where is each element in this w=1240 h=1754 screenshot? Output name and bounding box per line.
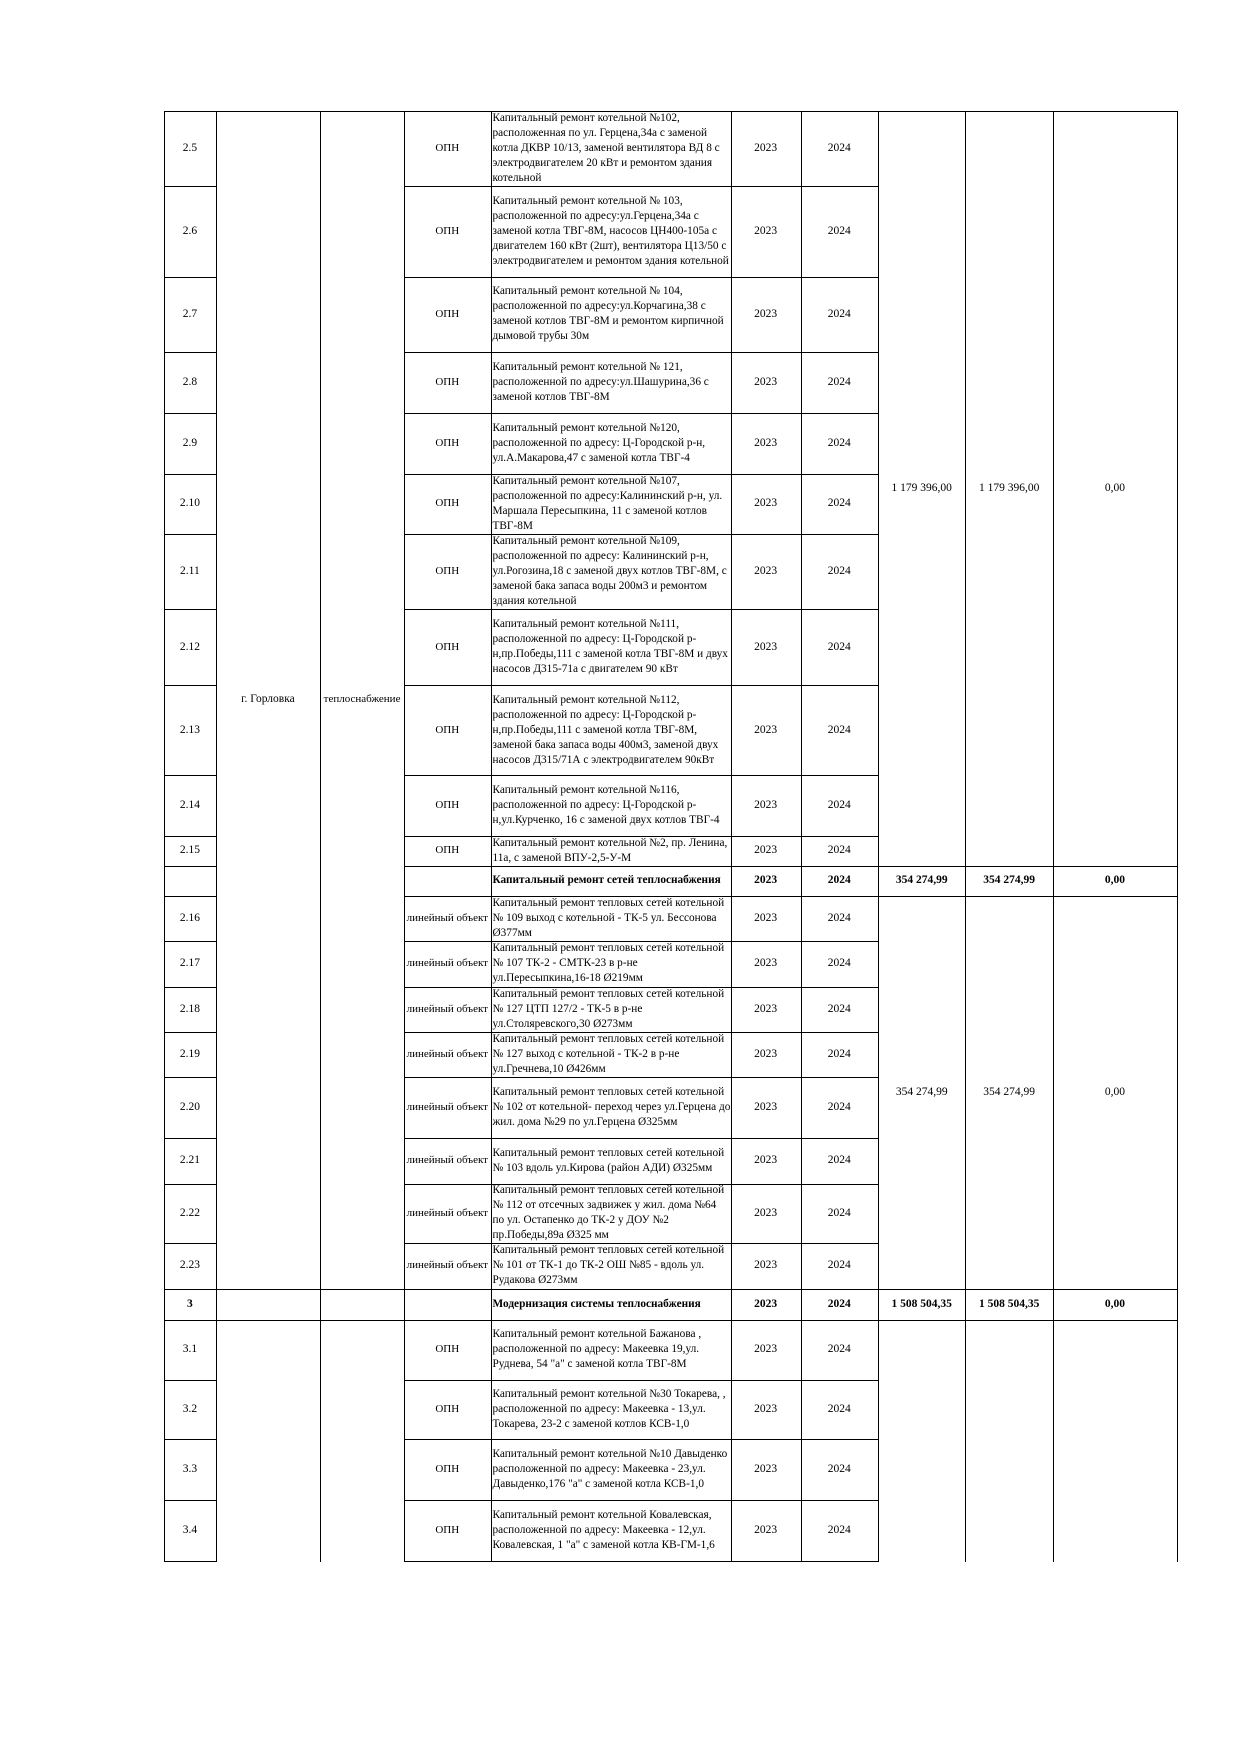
row-border-values <box>878 1320 1178 1321</box>
end-year: 2024 <box>827 497 851 510</box>
end-year: 2024 <box>827 1524 851 1537</box>
group-funded-cost: 1 179 396,00 <box>978 481 1040 494</box>
work-description: Капитальный ремонт тепловых сетей котельной № 102 от котельной- переход через ул.Герцена до жил. дома №29 по ул.Герцена Ø325мм <box>492 1086 731 1129</box>
end-year: 2024 <box>827 307 851 320</box>
object-type: ОПН <box>435 1463 460 1476</box>
remaining-cost: 0,00 <box>1104 874 1125 887</box>
row-number: 2.8 <box>182 376 198 389</box>
object-type: ОПН <box>435 640 460 653</box>
start-year: 2023 <box>754 436 778 449</box>
row-number: 2.6 <box>182 224 198 237</box>
end-year: 2024 <box>827 911 851 924</box>
end-year: 2024 <box>827 1048 851 1061</box>
object-type: линейный объект <box>406 1048 488 1061</box>
row-number <box>164 866 216 896</box>
start-year: 2023 <box>754 1002 778 1015</box>
work-description: Капитальный ремонт котельной № 121, расположенной по адресу:ул.Шашурина,36 с заменой котлов ТВГ-8М <box>492 361 709 404</box>
object-type: ОПН <box>435 1524 460 1537</box>
row-number: 3 <box>187 1297 193 1310</box>
start-year: 2023 <box>754 1297 778 1310</box>
end-year: 2024 <box>827 640 851 653</box>
object-type: ОПН <box>435 497 460 510</box>
group-remaining-cost: 0,00 <box>1104 1085 1125 1098</box>
start-year: 2023 <box>754 957 778 970</box>
end-year: 2024 <box>827 1343 851 1356</box>
object-type: ОПН <box>435 376 460 389</box>
row-number: 2.15 <box>179 844 200 857</box>
group-total-cost: 1 179 396,00 <box>891 481 952 494</box>
work-description: Модернизация системы теплоснабжения <box>492 1297 701 1310</box>
object-type: ОПН <box>435 564 460 577</box>
end-year: 2024 <box>827 1101 851 1114</box>
total-cost: 354 274,99 <box>895 874 948 887</box>
row-number: 2.12 <box>179 640 200 653</box>
column-border-k <box>1177 111 1178 1563</box>
work-description: Капитальный ремонт тепловых сетей котельной № 112 от отсечных задвижек у жил. дома №64 по ул. Остапенко до ТК-2 у ДОУ №2 пр.Победы,89а Ø325 мм <box>492 1184 725 1242</box>
end-year: 2024 <box>827 844 851 857</box>
work-description: Капитальный ремонт котельной №111, расположенной по адресу: Ц-Городской р-н,пр.Победы,111 с заменой котла ТВГ-8М и двух насосов Д315-71а с двигателем 90 кВт <box>492 618 728 676</box>
row-number: 2.18 <box>179 1002 200 1015</box>
start-year: 2023 <box>754 640 778 653</box>
end-year: 2024 <box>827 1206 851 1219</box>
work-description: Капитальный ремонт тепловых сетей котельной № 127 выход с котельной - ТК-2 в р-не ул.Гречнева,10 Ø426мм <box>492 1033 725 1076</box>
end-year: 2024 <box>827 1259 851 1272</box>
object-type: линейный объект <box>406 911 488 924</box>
start-year: 2023 <box>754 1524 778 1537</box>
row-number: 2.13 <box>179 723 200 736</box>
end-year: 2024 <box>827 564 851 577</box>
object-type: ОПН <box>435 1343 460 1356</box>
start-year: 2023 <box>754 497 778 510</box>
start-year: 2023 <box>754 1154 778 1167</box>
row-number: 3.1 <box>182 1343 198 1356</box>
object-type: ОПН <box>435 224 460 237</box>
row-border-city <box>216 1289 405 1290</box>
start-year: 2023 <box>754 1259 778 1272</box>
row-number: 2.21 <box>179 1154 200 1167</box>
start-year: 2023 <box>754 307 778 320</box>
end-year: 2024 <box>827 798 851 811</box>
start-year: 2023 <box>754 376 778 389</box>
object-type: линейный объект <box>406 1154 488 1167</box>
work-description: Капитальный ремонт тепловых сетей котельной № 107 ТК-2 - СМТК-23 в р-не ул.Пересыпкина,16-18 Ø219мм <box>492 942 725 985</box>
start-year: 2023 <box>754 1402 778 1415</box>
work-description: Капитальный ремонт сетей теплоснабжения <box>492 874 721 887</box>
object-type: линейный объект <box>406 1002 488 1015</box>
object-type: ОПН <box>435 436 460 449</box>
work-description: Капитальный ремонт котельной №120, расположенной по адресу: Ц-Городской р-н, ул.А.Макарова,47 с заменой котла ТВГ-4 <box>492 421 706 464</box>
work-description: Капитальный ремонт котельной Бажанова , расположенной по адресу: Макеевка 19,ул. Руднева, 54 "а" с заменой котла ТВГ-8М <box>492 1328 702 1371</box>
end-year: 2024 <box>827 957 851 970</box>
row-number: 3.2 <box>182 1402 198 1415</box>
row-number: 2.20 <box>179 1101 200 1114</box>
row-number: 2.14 <box>179 798 200 811</box>
work-description: Капитальный ремонт котельной №30 Токарева, , расположенной по адресу: Макеевка - 13,ул. Токарева, 23-2 с заменой котлов КСВ-1,0 <box>492 1387 726 1430</box>
row-number: 2.9 <box>182 436 198 449</box>
row-border-main <box>404 1561 879 1562</box>
funded-cost: 354 274,99 <box>983 874 1036 887</box>
start-year: 2023 <box>754 224 778 237</box>
object-type: линейный объект <box>406 1101 488 1114</box>
row-number: 2.22 <box>179 1206 200 1219</box>
object-type: линейный объект <box>406 957 488 970</box>
row-number: 2.17 <box>179 957 200 970</box>
work-description: Капитальный ремонт котельной №109, расположенной по адресу: Калининский р-н, ул.Рогозина,18 с заменой двух котлов ТВГ-8М, с заменой бака запаса воды 200м3 и ремонтом здания котельной <box>492 534 727 607</box>
work-description: Капитальный ремонт тепловых сетей котельной № 109 выход с котельной - ТК-5 ул. Бессонова Ø377мм <box>492 896 725 939</box>
object-type: ОПН <box>435 307 460 320</box>
start-year: 2023 <box>754 911 778 924</box>
end-year: 2024 <box>827 1297 851 1310</box>
start-year: 2023 <box>754 564 778 577</box>
end-year: 2024 <box>827 1463 851 1476</box>
end-year: 2024 <box>827 1002 851 1015</box>
end-year: 2024 <box>827 1154 851 1167</box>
row-number: 3.4 <box>182 1524 198 1537</box>
start-year: 2023 <box>754 1206 778 1219</box>
work-description: Капитальный ремонт тепловых сетей котельной № 127 ЦТП 127/2 - ТК-5 в р-не ул.Столяревского,30 Ø273мм <box>492 987 725 1030</box>
work-description: Капитальный ремонт тепловых сетей котельной № 101 от ТК-1 до ТК-2 ОШ №85 - вдоль ул. Рудакова Ø273мм <box>492 1244 725 1287</box>
row-number: 2.23 <box>179 1259 200 1272</box>
row-border-city <box>216 1320 405 1321</box>
row-number: 2.10 <box>179 497 200 510</box>
row-number: 2.11 <box>180 564 200 577</box>
funded-cost: 1 508 504,35 <box>978 1297 1040 1310</box>
work-description: Капитальный ремонт котельной Ковалевская, расположенной по адресу: Макеевка - 12,ул. Ковалевская, 1 "а" с заменой котла КВ-ГМ-1,6 <box>492 1509 715 1552</box>
start-year: 2023 <box>754 1101 778 1114</box>
start-year: 2023 <box>754 844 778 857</box>
work-description: Капитальный ремонт котельной № 103, расположенной по адресу:ул.Герцена,34а с заменой котла ТВГ-8М, насосов ЦН400-105а с двигателем 160 кВт (2шт), вентилятора Ц13/50 с электродвигателем и ремонтом здания котельной <box>492 194 729 267</box>
work-description: Капитальный ремонт котельной №112, расположенной по адресу: Ц-Городской р-н,пр.Победы,111 с заменой котла ТВГ-8М, заменой бака запаса воды 400м3, заменой двух насосов Д315/71А с электродвигателем 90кВт <box>492 693 719 766</box>
object-type: ОПН <box>435 1402 460 1415</box>
remaining-cost: 0,00 <box>1104 1297 1125 1310</box>
city-cell: г. Горловка <box>241 693 295 706</box>
row-number: 2.16 <box>179 911 200 924</box>
group-total-cost: 354 274,99 <box>895 1085 948 1098</box>
end-year: 2024 <box>827 224 851 237</box>
row-number: 2.19 <box>179 1048 200 1061</box>
start-year: 2023 <box>754 141 778 154</box>
category-cell: теплоснабжение <box>323 693 401 706</box>
work-description: Капитальный ремонт котельной №2, пр. Ленина, 11а, с заменой ВПУ-2,5-У-М <box>492 836 728 864</box>
total-cost: 1 508 504,35 <box>891 1297 952 1310</box>
start-year: 2023 <box>754 798 778 811</box>
object-type: ОПН <box>435 723 460 736</box>
start-year: 2023 <box>754 1343 778 1356</box>
start-year: 2023 <box>754 1463 778 1476</box>
end-year: 2024 <box>827 874 851 887</box>
end-year: 2024 <box>827 141 851 154</box>
start-year: 2023 <box>754 723 778 736</box>
object-type: ОПН <box>435 141 460 154</box>
work-description: Капитальный ремонт котельной №107, расположенной по адресу:Калининский р-н, ул. Маршала Пересыпкина, 11 с заменой котлов ТВГ-8М <box>492 474 723 532</box>
object-type: ОПН <box>435 798 460 811</box>
end-year: 2024 <box>827 436 851 449</box>
row-number: 3.3 <box>182 1463 198 1476</box>
row-number: 2.5 <box>182 141 198 154</box>
start-year: 2023 <box>754 1048 778 1061</box>
object-type: линейный объект <box>406 1206 488 1219</box>
work-description: Капитальный ремонт котельной №10 Давыденко расположенной по адресу: Макеевка - 23,ул. Давыденко,176 "а" с заменой котла КСВ-1,0 <box>492 1448 728 1491</box>
object-type: ОПН <box>435 844 460 857</box>
end-year: 2024 <box>827 1402 851 1415</box>
work-description: Капитальный ремонт котельной №116, расположенной по адресу: Ц-Городской р-н,ул.Курченко, 16 с заменой двух котлов ТВГ-4 <box>492 783 720 826</box>
start-year: 2023 <box>754 874 778 887</box>
object-type: линейный объект <box>406 1259 488 1272</box>
work-description: Капитальный ремонт котельной №102, расположенная по ул. Герцена,34а с заменой котла ДКВР 10/13, заменой вентилятора ВД 8 с электродвигателем 20 кВт и ремонтом здания котельной <box>492 111 720 184</box>
end-year: 2024 <box>827 376 851 389</box>
work-description: Капитальный ремонт котельной № 104, расположенной по адресу:ул.Корчагина,38 с заменой котлов ТВГ-8М и ремонтом кирпичной дымовой трубы 30м <box>492 285 724 343</box>
group-remaining-cost: 0,00 <box>1104 481 1125 494</box>
work-description: Капитальный ремонт тепловых сетей котельной № 103 вдоль ул.Кирова (район АДИ) Ø325мм <box>492 1146 725 1174</box>
group-funded-cost: 354 274,99 <box>983 1085 1036 1098</box>
row-border-num <box>164 1561 217 1562</box>
row-number: 2.7 <box>182 307 198 320</box>
end-year: 2024 <box>827 723 851 736</box>
